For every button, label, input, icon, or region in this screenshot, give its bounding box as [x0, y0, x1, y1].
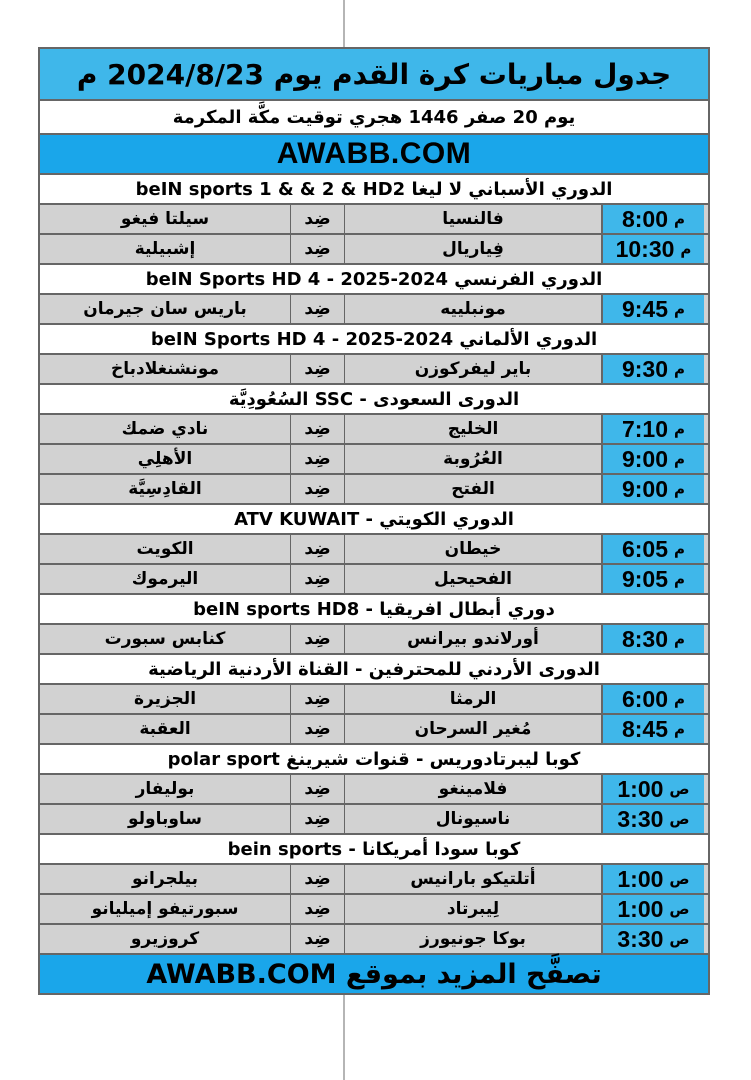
match-row	[40, 233, 708, 263]
versus-label: ضِد	[290, 475, 345, 503]
league-header: كوبا سودا أمريكانا - bein sports	[40, 833, 708, 863]
time-value: 9:05	[621, 565, 669, 592]
time-value: 9:00	[621, 445, 669, 472]
home-team: مُغير السرحان	[345, 715, 603, 743]
home-team: الخليج	[345, 415, 603, 443]
versus-label: ضِد	[290, 565, 345, 593]
kickoff-time	[603, 415, 704, 443]
away-team: كروزيرو	[130, 929, 200, 949]
time-value: 9:45	[621, 295, 669, 322]
home-team: فالنسيا	[345, 205, 603, 233]
match-row	[40, 563, 708, 593]
kickoff-time	[603, 475, 704, 503]
match-row	[40, 863, 708, 893]
time-period: ص	[669, 780, 690, 798]
kickoff-time	[603, 865, 704, 893]
home-team: الفحيحيل	[345, 565, 603, 593]
match-row	[40, 773, 708, 803]
match-row	[40, 803, 708, 833]
away-team: الكويت	[136, 539, 194, 559]
time-period: م	[674, 630, 686, 648]
kickoff-time	[603, 685, 704, 713]
kickoff-time	[603, 355, 704, 383]
footer-banner[interactable]: تصفَّح المزيد بموقع AWABB.COM	[40, 953, 708, 993]
away-team: إشبيلية	[134, 239, 196, 259]
versus-label: ضِد	[290, 625, 345, 653]
time-value: 8:30	[621, 625, 669, 652]
away-team: باريس سان جيرمان	[83, 299, 247, 319]
away-team: القادِسِيَّة	[128, 479, 202, 499]
kickoff-time	[603, 235, 704, 263]
time-value: 10:30	[615, 235, 675, 262]
kickoff-time	[603, 925, 704, 953]
site-banner[interactable]: AWABB.COM	[40, 133, 708, 173]
versus-label: ضِد	[290, 775, 345, 803]
league-header: الدوري الأسباني لا ليغا beIN sports 1 & & 2 & HD2	[40, 173, 708, 203]
match-row	[40, 203, 708, 233]
time-value: 1:00	[617, 865, 664, 892]
time-period: ص	[669, 900, 690, 918]
time-period: م	[674, 360, 686, 378]
time-period: م	[674, 300, 686, 318]
time-period: ص	[669, 870, 690, 888]
match-row	[40, 413, 708, 443]
home-team: الفتح	[345, 475, 603, 503]
home-team: الرمثا	[345, 685, 603, 713]
kickoff-time	[603, 565, 704, 593]
home-team: مونبلييه	[345, 295, 603, 323]
away-team: ساوباولو	[127, 809, 203, 829]
time-period: ص	[669, 930, 690, 948]
kickoff-time	[603, 295, 704, 323]
time-period: ص	[669, 810, 690, 828]
versus-label: ضِد	[290, 715, 345, 743]
kickoff-time	[603, 805, 704, 833]
time-period: م	[674, 210, 686, 228]
versus-label: ضِد	[290, 355, 345, 383]
time-period: م	[674, 690, 686, 708]
time-period: م	[674, 450, 686, 468]
home-team: فلامينغو	[345, 775, 603, 803]
home-team: فِياريال	[345, 235, 603, 263]
time-value: 1:00	[617, 775, 664, 802]
kickoff-time	[603, 895, 704, 923]
kickoff-time	[603, 535, 704, 563]
away-team: نادي ضمك	[121, 419, 209, 439]
time-period: م	[674, 570, 686, 588]
versus-label: ضِد	[290, 205, 345, 233]
versus-label: ضِد	[290, 895, 345, 923]
versus-label: ضِد	[290, 865, 345, 893]
kickoff-time	[603, 715, 704, 743]
match-row	[40, 623, 708, 653]
versus-label: ضِد	[290, 805, 345, 833]
away-team: بوليفار	[135, 779, 195, 799]
league-header: الدوري الفرنسي 2024-2025 - beIN Sports HD 4	[40, 263, 708, 293]
hijri-date: يوم 20 صفر 1446 هجري توقيت مكَّة المكرمة	[40, 99, 708, 133]
home-team: لِيبرتاد	[345, 895, 603, 923]
versus-label: ضِد	[290, 235, 345, 263]
away-team: اليرموك	[131, 569, 199, 589]
home-team: أورلاندو بيرانس	[345, 625, 603, 653]
time-value: 7:10	[621, 415, 669, 442]
match-row	[40, 713, 708, 743]
match-row	[40, 683, 708, 713]
league-header: دوري أبطال افريقيا - beIN sports HD8	[40, 593, 708, 623]
time-value: 1:00	[617, 895, 664, 922]
match-row	[40, 353, 708, 383]
time-value: 8:45	[621, 715, 669, 742]
league-header: الدورى السعودى - SSC السُعُودِيَّة	[40, 383, 708, 413]
time-period: م	[680, 240, 692, 258]
versus-label: ضِد	[290, 295, 345, 323]
league-header: الدوري الألماني 2024-2025 - beIN Sports HD 4	[40, 323, 708, 353]
away-team: سبورتيفو إميليانو	[91, 899, 239, 919]
match-row	[40, 923, 708, 953]
away-team: الجزيرة	[133, 689, 197, 709]
away-team: الأهلِي	[137, 449, 193, 469]
match-row	[40, 293, 708, 323]
away-team: بيلجرانو	[132, 869, 198, 889]
away-team: سيلتا فيغو	[120, 209, 210, 229]
match-row	[40, 893, 708, 923]
league-header: كوبا ليبرتادوريس - قنوات شيرينغ polar sport	[40, 743, 708, 773]
home-team: العُرُوبة	[345, 445, 603, 473]
versus-label: ضِد	[290, 415, 345, 443]
league-header: الدوري الكويتي - ATV KUWAIT	[40, 503, 708, 533]
away-team: مونشنغلادباخ	[110, 359, 220, 379]
time-value: 9:00	[621, 475, 669, 502]
league-header: الدورى الأردني للمحترفين - القناة الأردنية الرياضية	[40, 653, 708, 683]
time-period: م	[674, 720, 686, 738]
time-value: 8:00	[621, 205, 669, 232]
match-row	[40, 533, 708, 563]
versus-label: ضِد	[290, 925, 345, 953]
time-period: م	[674, 480, 686, 498]
kickoff-time	[603, 205, 704, 233]
match-row	[40, 443, 708, 473]
versus-label: ضِد	[290, 685, 345, 713]
kickoff-time	[603, 775, 704, 803]
time-value: 6:00	[621, 685, 669, 712]
home-team: باير ليفركوزن	[345, 355, 603, 383]
versus-label: ضِد	[290, 445, 345, 473]
away-team: كنابس سبورت	[104, 629, 226, 649]
time-period: م	[674, 420, 686, 438]
away-team: العقبة	[139, 719, 191, 739]
kickoff-time	[603, 445, 704, 473]
match-schedule-table	[38, 47, 710, 995]
versus-label: ضِد	[290, 535, 345, 563]
kickoff-time	[603, 625, 704, 653]
home-team: خيطان	[345, 535, 603, 563]
time-value: 9:30	[621, 355, 669, 382]
schedule-title: جدول مباريات كرة القدم يوم 2024/8/23 م	[40, 49, 708, 99]
home-team: ناسيونال	[345, 805, 603, 833]
time-value: 6:05	[621, 535, 669, 562]
time-value: 3:30	[617, 925, 664, 952]
time-value: 3:30	[617, 805, 664, 832]
match-row	[40, 473, 708, 503]
home-team: أتلتيكو بارانيس	[345, 865, 603, 893]
time-period: م	[674, 540, 686, 558]
home-team: بوكا جونيورز	[345, 925, 603, 953]
